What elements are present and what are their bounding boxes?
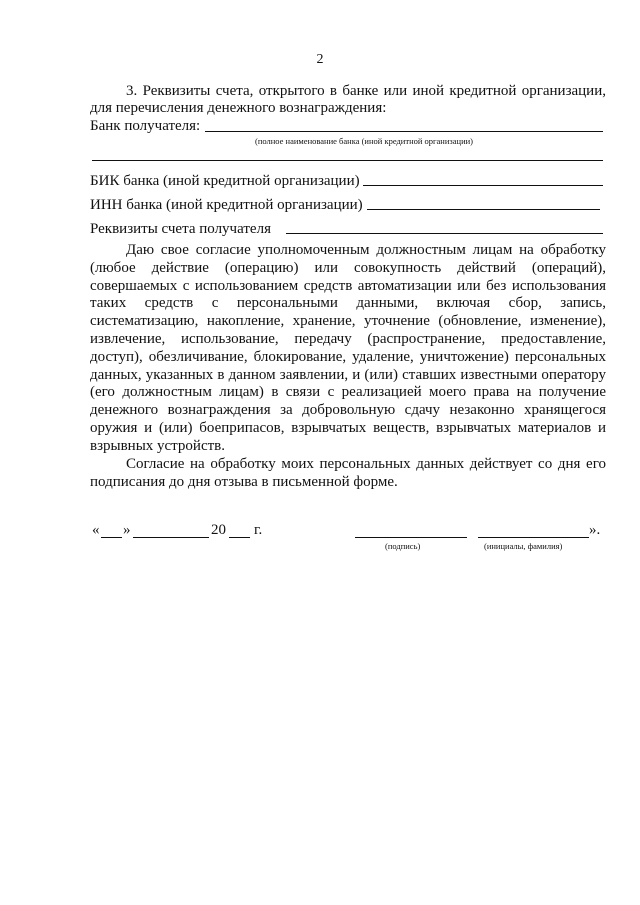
inn-label: ИНН банка (иной кредитной организации) <box>90 197 363 213</box>
signature-end-mark: ». <box>589 522 601 538</box>
account-label: Реквизиты счета получателя <box>90 221 271 237</box>
bank-name-field-continued[interactable] <box>92 160 603 161</box>
consent-line: (его должностным лицам) в связи с реализацией моего права на получение <box>90 384 606 401</box>
consent-line: доступ), обезличивание, блокирование, удаление, уничтожение) персональных <box>90 348 606 365</box>
bank-name-caption: (полное наименование банка (иной кредитной организации) <box>255 136 474 146</box>
bik-label: БИК банка (иной кредитной организации) <box>90 173 360 189</box>
consent-line: таких средств с персональными данными, включая сбор, запись, <box>90 295 606 312</box>
validity-paragraph <box>90 456 606 492</box>
consent-line: данных, указанных в данном заявлении, и (или) ставших известными оператору <box>90 366 606 383</box>
inn-field[interactable] <box>367 209 600 210</box>
consent-line: взрывных устройств. <box>90 437 225 454</box>
date-year-prefix: 20 <box>211 522 226 538</box>
name-caption: (инициалы, фамилия) <box>484 541 563 551</box>
consent-line: совершаемых с использованием средств автоматизации или без использования <box>90 277 606 294</box>
bank-label: Банк получателя: <box>90 118 201 134</box>
consent-line: оружия и (или) боеприпасов, взрывчатых веществ, взрывчатых материалов и <box>90 419 606 436</box>
page-number: 2 <box>316 52 324 67</box>
consent-line: извлечение, использование, передачу (распространение, предоставление, <box>90 330 606 347</box>
date-day-field[interactable] <box>101 537 122 538</box>
section3-heading-line2: для перечисления денежного вознаграждения: <box>90 100 387 116</box>
date-month-field[interactable] <box>133 537 209 538</box>
date-year-field[interactable] <box>229 537 250 538</box>
bank-name-field[interactable] <box>205 131 603 132</box>
signature-field[interactable] <box>355 537 467 538</box>
consent-line: Даю свое согласие уполномоченным должностным лицам на обработку <box>126 242 606 258</box>
account-field[interactable] <box>286 233 603 234</box>
signature-caption: (подпись) <box>385 541 421 551</box>
date-quote-close: » <box>123 522 131 538</box>
bik-field[interactable] <box>363 185 603 186</box>
validity-line: подписания до дня отзыва в письменной форме. <box>90 473 398 490</box>
date-year-suffix: г. <box>254 522 263 538</box>
consent-line: систематизацию, накопление, хранение, уточнение (обновление, изменение), <box>90 313 606 330</box>
section3-heading-line1: 3. Реквизиты счета, открытого в банке или иной кредитной организации, <box>126 83 606 99</box>
validity-line: Согласие на обработку моих персональных данных действует со дня его <box>126 456 606 472</box>
date-quote-open: « <box>92 522 100 538</box>
consent-line: денежного вознаграждения за добровольную сдачу незаконно хранящегося <box>90 402 606 419</box>
consent-line: (любое действие (операцию) или совокупность действий (операций), <box>90 259 606 276</box>
name-field[interactable] <box>478 537 589 538</box>
consent-paragraph <box>90 242 606 456</box>
